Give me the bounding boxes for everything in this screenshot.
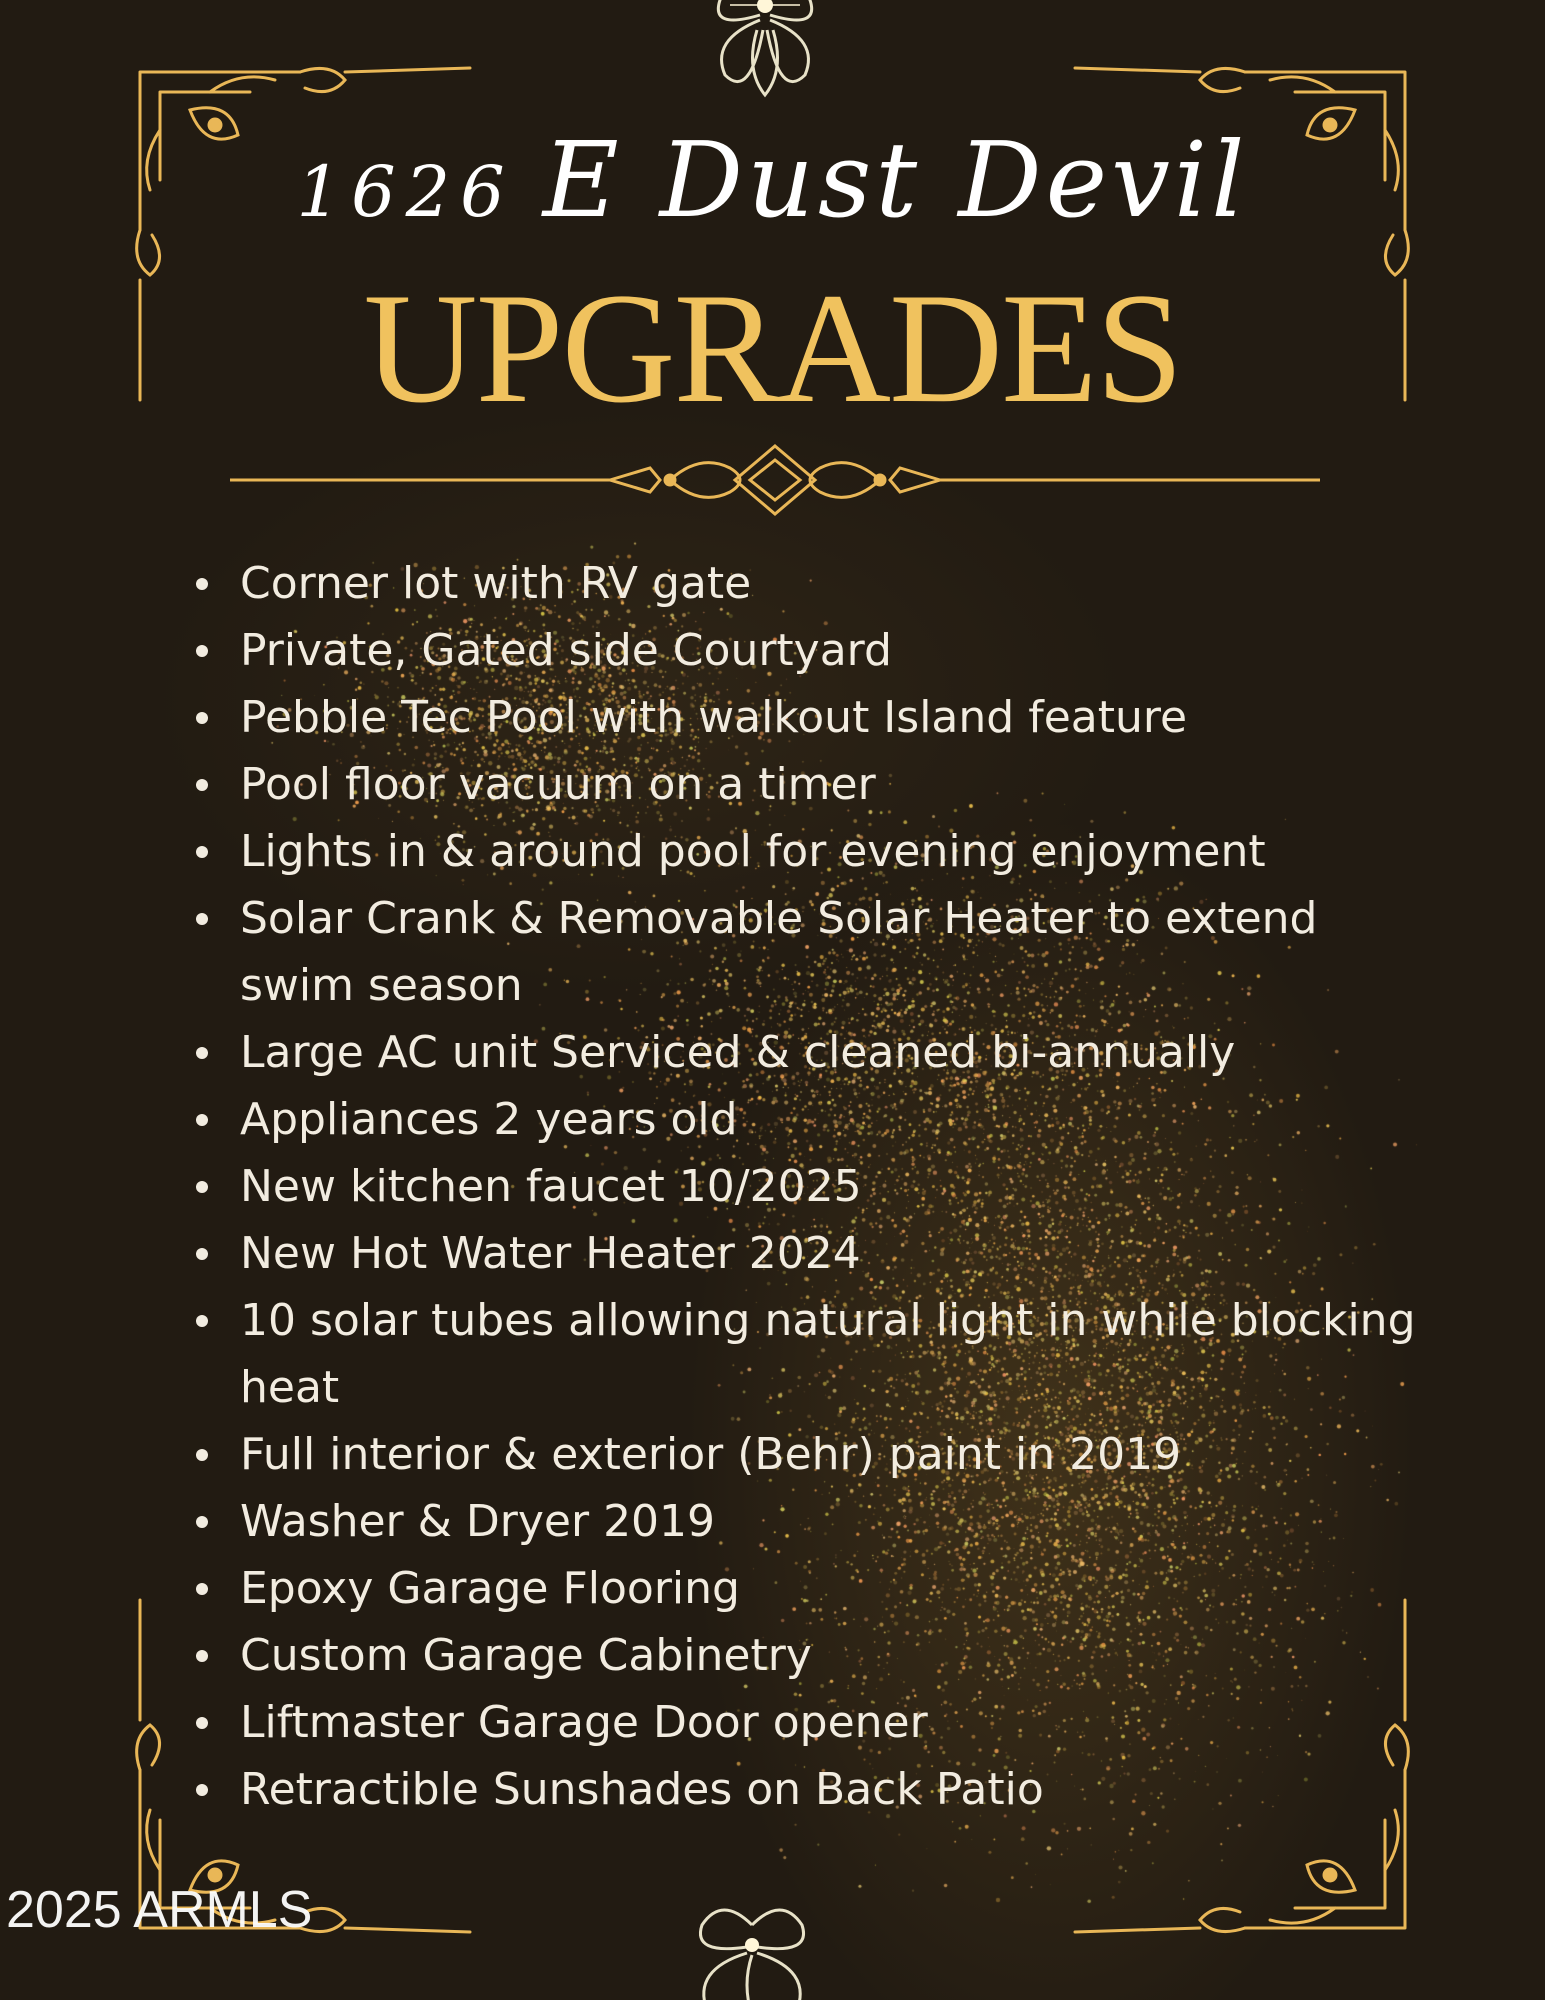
- list-item: Epoxy Garage Flooring: [190, 1555, 1440, 1622]
- list-item: Corner lot with RV gate: [190, 550, 1440, 617]
- list-item: Pebble Tec Pool with walkout Island feature: [190, 684, 1440, 751]
- list-item: New kitchen faucet 10/2025: [190, 1153, 1440, 1220]
- flower-icon: [665, 0, 865, 130]
- address-street: E Dust Devil: [542, 119, 1249, 241]
- list-item: Solar Crank & Removable Solar Heater to extend swim season: [190, 885, 1440, 1019]
- list-item: New Hot Water Heater 2024: [190, 1220, 1440, 1287]
- list-item: Pool floor vacuum on a timer: [190, 751, 1440, 818]
- watermark: 2025 ARMLS: [6, 1881, 313, 1939]
- list-item: Retractible Sunshades on Back Patio: [190, 1756, 1440, 1823]
- flower-icon: [652, 1885, 852, 2000]
- address-title: [0, 118, 1545, 243]
- list-item: Appliances 2 years old: [190, 1086, 1440, 1153]
- ornamental-divider-icon: [230, 438, 1320, 518]
- list-item: Private, Gated side Courtyard: [190, 617, 1440, 684]
- list-item: Full interior & exterior (Behr) paint in 2019: [190, 1421, 1440, 1488]
- upgrades-list: [190, 550, 1440, 1823]
- list-item: Custom Garage Cabinetry: [190, 1622, 1440, 1689]
- address-number: 1626: [296, 151, 515, 233]
- list-item: Large AC unit Serviced & cleaned bi-annually: [190, 1019, 1440, 1086]
- list-item: Lights in & around pool for evening enjoyment: [190, 818, 1440, 885]
- list-item: Liftmaster Garage Door opener: [190, 1689, 1440, 1756]
- list-item: 10 solar tubes allowing natural light in while blocking heat: [190, 1287, 1440, 1421]
- list-item: Washer & Dryer 2019: [190, 1488, 1440, 1555]
- page-title: UPGRADES: [363, 261, 1182, 436]
